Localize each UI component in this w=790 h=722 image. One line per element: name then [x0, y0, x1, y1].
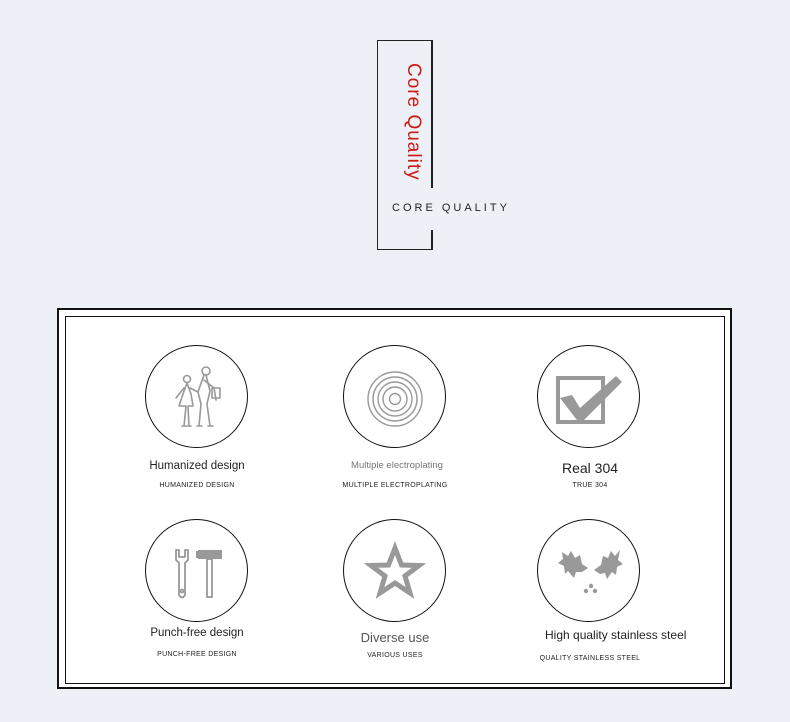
feature-title: Punch-free design	[150, 627, 244, 639]
feature-icon-circle	[145, 519, 248, 622]
feature-real-304	[500, 345, 680, 495]
walking-people-icon	[146, 346, 246, 446]
feature-subtitle: HUMANIZED DESIGN	[159, 482, 235, 489]
feature-icon-circle	[145, 345, 248, 448]
section-subtitle: CORE QUALITY	[392, 202, 510, 214]
feature-icon-circle	[537, 345, 640, 448]
feature-title: Diverse use	[360, 630, 430, 645]
feature-subtitle: QUALITY STAINLESS STEEL	[539, 655, 641, 662]
feature-humanized-design	[107, 345, 287, 495]
feature-title: Multiple electroplating	[351, 460, 443, 471]
header-frame-edge	[431, 230, 433, 250]
feature-punch-free-design	[107, 519, 287, 669]
feature-title: Real 304	[561, 460, 619, 476]
feature-subtitle: TRUE 304	[572, 482, 608, 489]
star-icon	[344, 520, 444, 620]
concentric-circles-icon	[344, 346, 444, 446]
feature-icon-circle	[343, 345, 446, 448]
header-frame-edge	[431, 40, 433, 188]
section-title: Core Quality	[403, 63, 424, 181]
checkbox-check-icon	[538, 346, 638, 446]
feature-title: High quality stainless steel	[545, 628, 687, 642]
feature-stainless-steel	[500, 519, 687, 669]
feature-icon-circle	[343, 519, 446, 622]
holly-leaves-icon	[538, 520, 638, 620]
feature-diverse-use	[305, 519, 485, 669]
feature-subtitle: MULTIPLE ELECTROPLATING	[342, 482, 448, 489]
feature-multiple-electroplating	[305, 345, 485, 495]
wrench-hammer-icon	[146, 520, 246, 620]
feature-icon-circle	[537, 519, 640, 622]
feature-title: Humanized design	[149, 460, 245, 472]
feature-subtitle: PUNCH-FREE DESIGN	[157, 651, 237, 658]
feature-subtitle: VARIOUS USES	[367, 652, 423, 659]
